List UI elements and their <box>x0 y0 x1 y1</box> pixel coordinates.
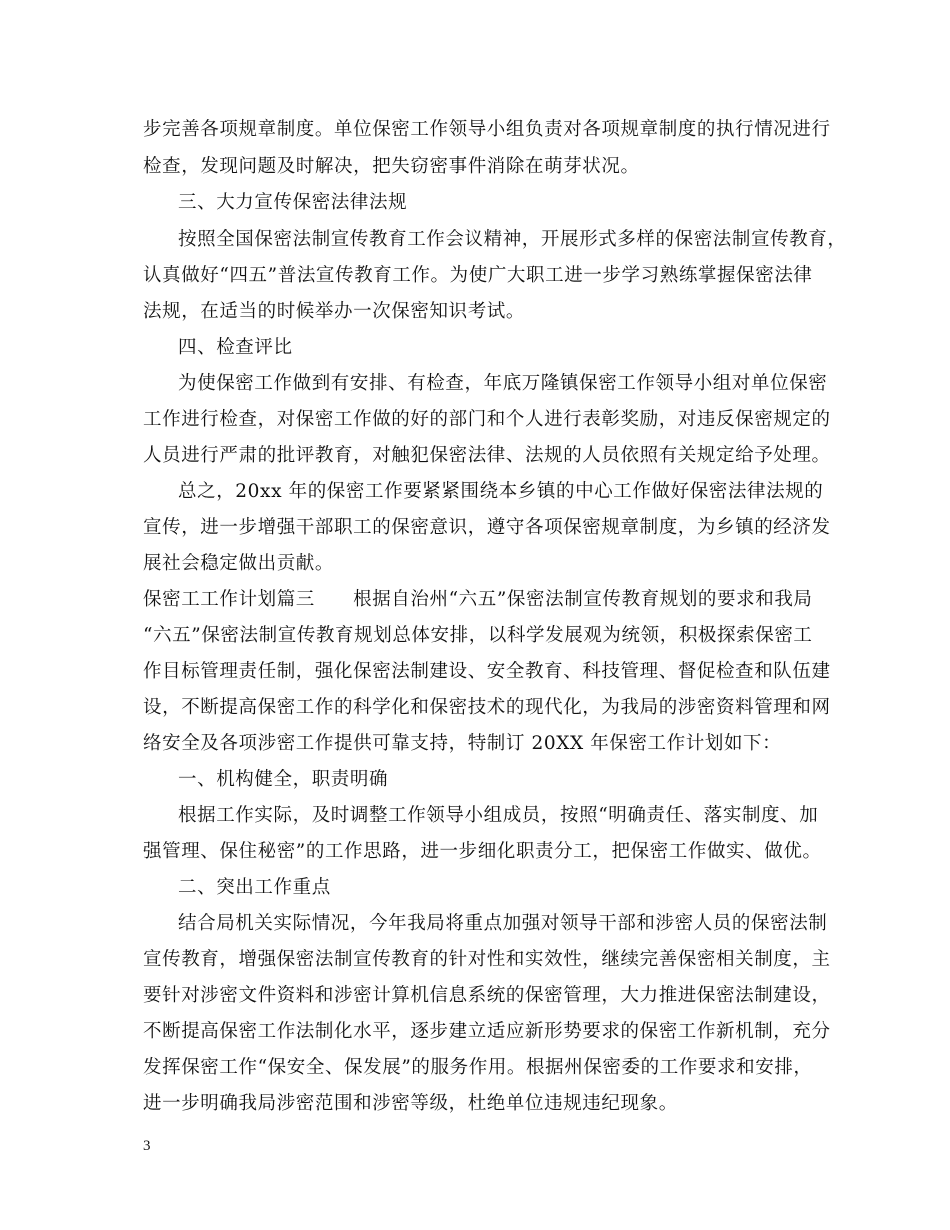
text-line: 保密工工作计划篇三 根据自治州“六五”保密法制宣传教育规划的要求和我局 <box>143 589 813 610</box>
text-line: 步完善各项规章制度。单位保密工作领导小组负责对各项规章制度的执行情况进行 <box>143 119 831 140</box>
text-line: 法规，在适当的时候举办一次保密知识考试。 <box>143 301 526 322</box>
text-line: 发挥保密工作“保安全、保发展”的服务作用。根据州保密委的工作要求和安排， <box>143 1057 813 1078</box>
text-line: 宣传，进一步增强干部职工的保密意识，遵守各项保密规章制度，为乡镇的经济发 <box>143 517 831 538</box>
section-heading: 一、机构健全，职责明确 <box>178 769 389 790</box>
text-line: 检查，发现问题及时解决，把失窃密事件消除在萌芽状况。 <box>143 156 640 177</box>
text-line: “六五”保密法制宣传教育规划总体安排，以科学发展观为统领，积极探索保密工 <box>143 625 813 646</box>
section-heading: 三、大力宣传保密法律法规 <box>178 192 408 213</box>
section-heading: 四、检查评比 <box>178 337 293 358</box>
text-line: 强管理、保住秘密”的工作思路，进一步细化职责分工，把保密工作做实、做优。 <box>143 841 822 862</box>
text-line: 为使保密工作做到有安排、有检查，年底万隆镇保密工作领导小组对单位保密 <box>178 373 828 394</box>
text-line: 展社会稳定做出贡献。 <box>143 553 335 574</box>
section-heading: 二、突出工作重点 <box>178 877 331 898</box>
text-line: 作目标管理责任制，强化保密法制建设、安全教育、科技管理、督促检查和队伍建 <box>143 661 831 682</box>
text-line: 进一步明确我局涉密范围和涉密等级，杜绝单位违规违纪现象。 <box>143 1093 678 1114</box>
text-line: 不断提高保密工作法制化水平，逐步建立适应新形势要求的保密工作新机制，充分 <box>143 1021 831 1042</box>
text-line: 络安全及各项涉密工作提供可靠支持，特制订 20XX 年保密工作计划如下： <box>143 733 782 754</box>
text-line: 根据工作实际，及时调整工作领导小组成员，按照“明确责任、落实制度、加 <box>178 805 819 826</box>
page-number: 3 <box>143 1138 151 1154</box>
text-line: 认真做好“四五”普法宣传教育工作。为使广大职工进一步学习熟练掌握保密法律 <box>143 265 813 286</box>
text-line: 设，不断提高保密工作的科学化和保密技术的现代化，为我局的涉密资料管理和网 <box>143 697 831 718</box>
text-line: 宣传教育，增强保密法制宣传教育的针对性和实效性，继续完善保密相关制度，主 <box>143 949 831 970</box>
text-line: 结合局机关实际情况，今年我局将重点加强对领导干部和涉密人员的保密法制 <box>178 913 828 934</box>
text-line: 总之，20xx 年的保密工作要紧紧围绕本乡镇的中心工作做好保密法律法规的 <box>178 481 824 502</box>
text-line: 按照全国保密法制宣传教育工作会议精神，开展形式多样的保密法制宣传教育， <box>178 229 847 250</box>
text-line: 要针对涉密文件资料和涉密计算机信息系统的保密管理，大力推进保密法制建设， <box>143 985 831 1006</box>
text-line: 人员进行严肃的批评教育，对触犯保密法律、法规的人员依照有关规定给予处理。 <box>143 445 831 466</box>
text-line: 工作进行检查，对保密工作做的好的部门和个人进行表彰奖励，对违反保密规定的 <box>143 409 831 430</box>
